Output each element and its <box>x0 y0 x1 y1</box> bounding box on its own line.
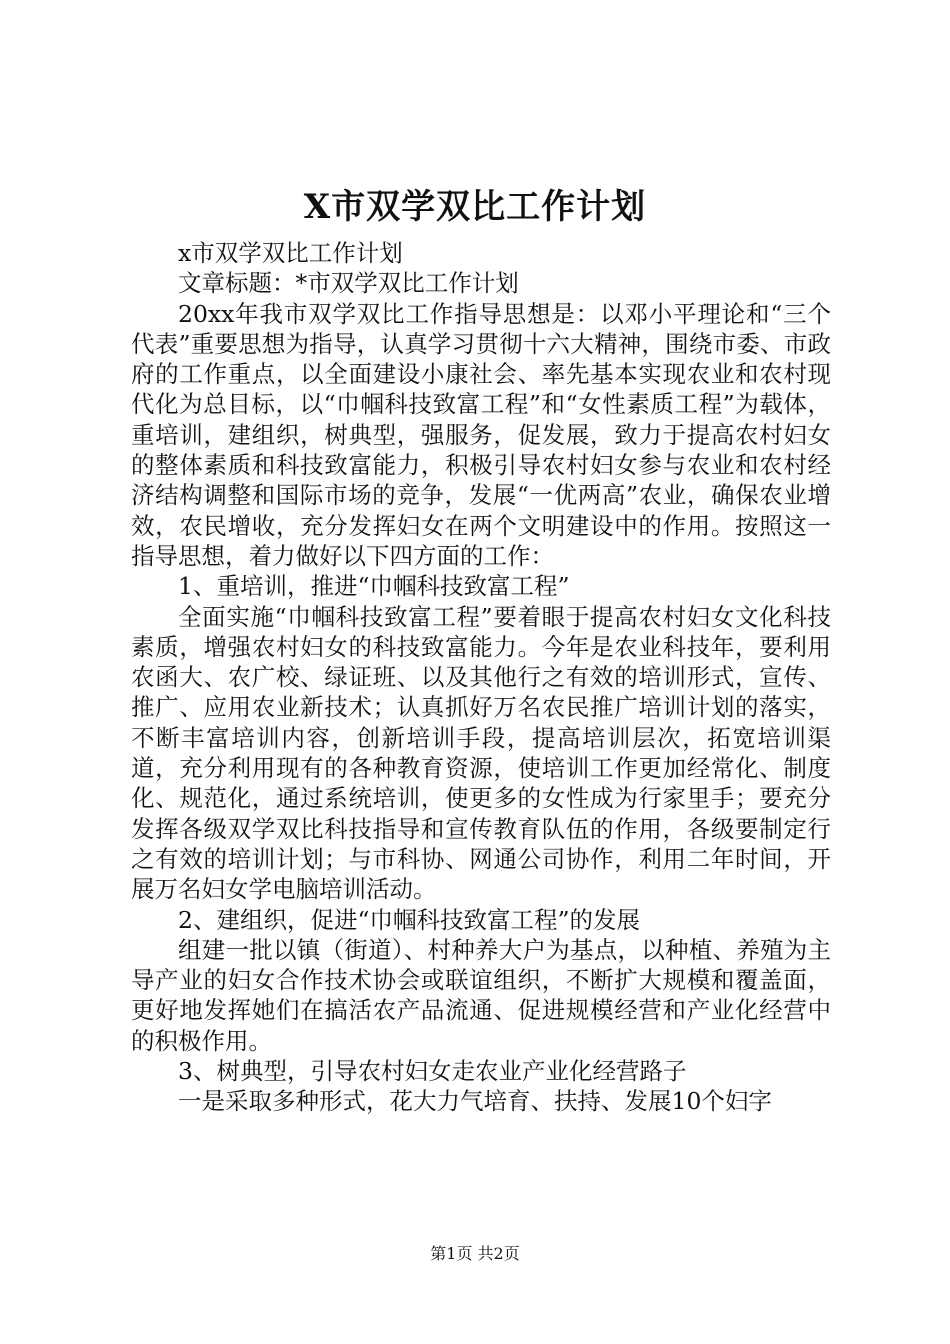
section-3-paragraph: 一是采取多种形式，花大力气培育、扶持、发展10个妇字 <box>178 1087 772 1116</box>
section-heading-2: 2、建组织，促进“巾帼科技致富工程”的发展 <box>178 905 640 934</box>
document-body <box>131 238 831 1117</box>
section-heading-3: 3、树典型，引导农村妇女走农业产业化经营路子 <box>178 1057 687 1086</box>
section-heading-1: 1、重培训，推进“巾帼科技致富工程” <box>178 572 570 601</box>
page-title: X市双学双比工作计划 <box>303 187 647 227</box>
subtitle-line: x市双学双比工作计划 <box>178 239 403 267</box>
section-2-paragraph: 组建一批以镇（街道）、村种养大户为基点，以种植、养殖为主导产业的妇女合作技术协会或联谊组织，不断扩大规模和覆盖面，更好地发挥她们在搞活农产品流通、促进规模经营和产业化经营中的积极作用。 <box>131 935 831 1055</box>
page-number-footer: 第1页 共2页 <box>430 1244 520 1263</box>
guiding-thought-paragraph: 20xx年我市双学双比工作指导思想是：以邓小平理论和“三个代表”重要思想为指导，认真学习贯彻十六大精神，围绕市委、市政府的工作重点，以全面建设小康社会、率先基本实现农业和农村现代化为总目标，以“巾帼科技致富工程”和“女性素质工程”为载体，重培训，建组织，树典型，强服务，促发展，致力于提高农村妇女的整体素质和科技致富能力，积极引导农村妇女参与农业和农村经济结构调整和国际市场的竞争，发展“一优两高”农业，确保农业增效，农民增收，充分发挥妇女在两个文明建设中的作用。按照这一指导思想，着力做好以下四方面的工作： <box>131 299 831 570</box>
article-title-line: 文章标题：*市双学双比工作计划 <box>178 269 519 298</box>
section-1-paragraph: 全面实施“巾帼科技致富工程”要着眼于提高农村妇女文化科技素质，增强农村妇女的科技致富能力。今年是农业科技年，要利用农函大、农广校、绿证班、以及其他行之有效的培训形式，宣传、推广、应用农业新技术；认真抓好万名农民推广培训计划的落实，不断丰富培训内容，创新培训手段，提高培训层次，拓宽培训渠道，充分利用现有的各种教育资源，使培训工作更加经常化、制度化、规范化，通过系统培训，使更多的女性成为行家里手；要充分发挥各级双学双比科技指导和宣传教育队伍的作用，各级要制定行之有效的培训计划；与市科协、网通公司协作，利用二年时间，开展万名妇女学电脑培训活动。 <box>131 602 831 904</box>
